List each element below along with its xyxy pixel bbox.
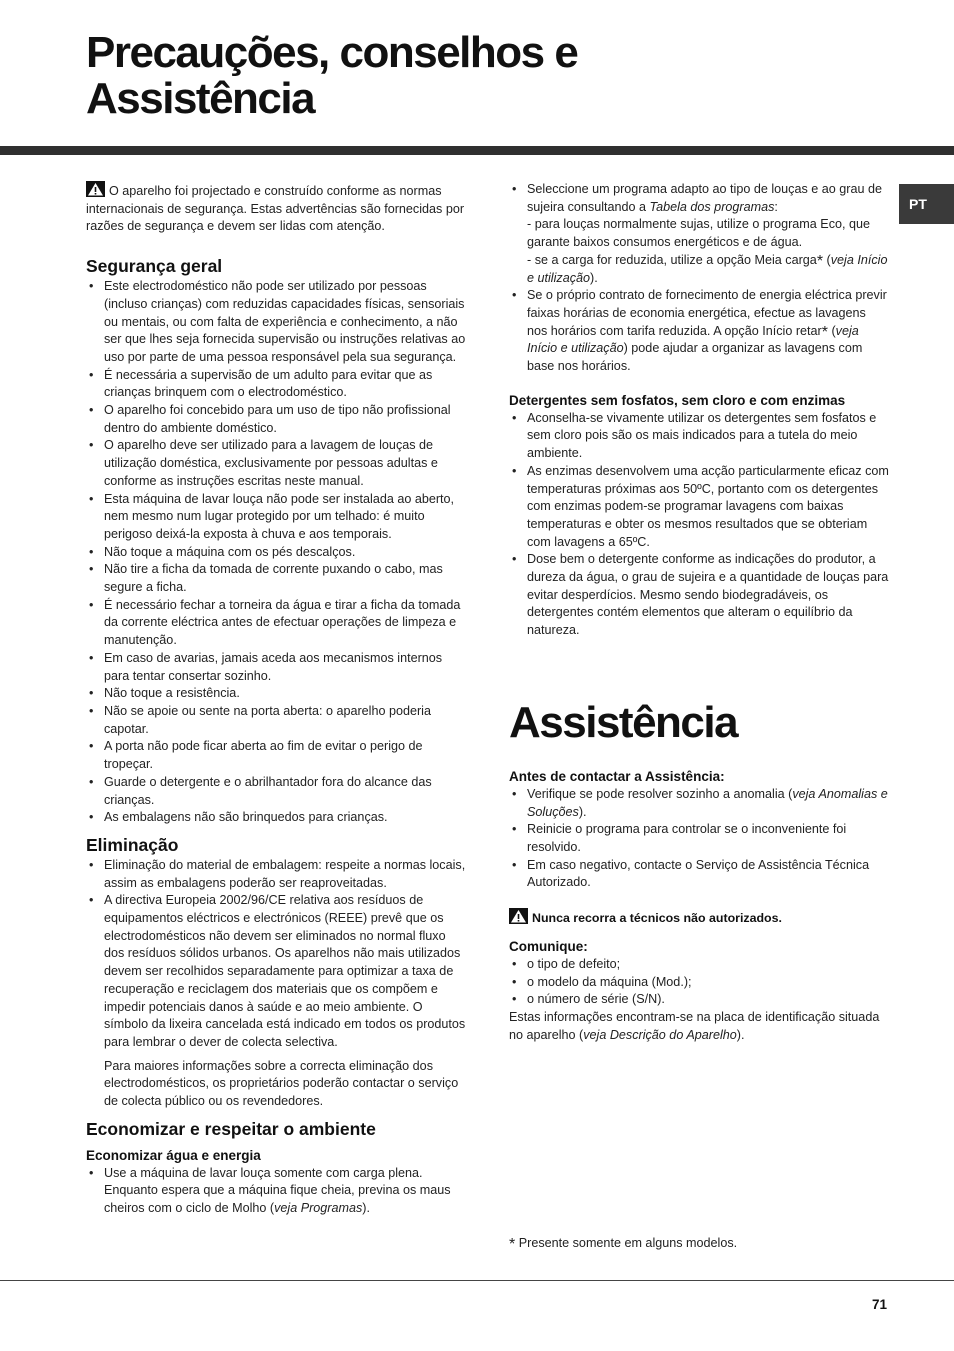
- list-item: • É necessário fechar a torneira da água e tirar a ficha da tomada da corrente eléctrica antes de efectuar operações de limpeza e manutenção.: [86, 597, 466, 650]
- footnote-marker: *: [816, 252, 824, 270]
- item-text: Verifique se pode resolver sozinho a anomalia (: [527, 786, 793, 801]
- item-text: ).: [578, 804, 587, 819]
- list-item: • A directiva Europeia 2002/96/CE relativa aos resíduos de equipamentos eléctricos e electrónicos (REEE) prevê que os electrodomésticos não devem ser eliminados no normal fluxo dos resíduos sólidos urbanos. Os aparelhos não mais utilizados devem ser recolhidos separadamente para optimizar a taxa de recuperação e reciclagem dos materiais que os compõem e impedir potenciais danos à saúde e ao meio ambiente. O símbolo da lixeira cancelada está indicado em todos os produtos para lembrar o dever de colecta selectiva.: [86, 892, 466, 1051]
- item-reference: veja Programas: [274, 1201, 363, 1216]
- item-reference: veja Início e utilização: [527, 323, 859, 356]
- item-text: (: [826, 252, 831, 267]
- list-item: [509, 181, 889, 287]
- seguranca-heading: Segurança geral: [86, 256, 223, 277]
- list-item: • É necessária a supervisão de um adulto para evitar que as crianças brinquem com o electrodoméstico.: [86, 367, 466, 402]
- item-reference: Tabela dos programas: [649, 199, 775, 214]
- page-title-line-2: Assistência: [86, 74, 315, 123]
- footnote-marker: *: [509, 1236, 516, 1253]
- antes-heading: Antes de contactar a Assistência:: [509, 768, 725, 784]
- economizar-heading: Economizar e respeitar o ambiente: [86, 1118, 376, 1139]
- footnote-marker: *: [821, 323, 828, 341]
- intro-text: O aparelho foi projectado e construído conforme as normas internacionais de segurança. Estas advertências são fornecidas por razões de segurança e devem ser lidas com atenção.: [86, 184, 465, 234]
- item-text: :: [774, 199, 778, 214]
- list-item: • o tipo de defeito;: [509, 956, 889, 974]
- list-item: • Não se apoie ou sente na porta aberta: o aparelho poderia capotar.: [86, 703, 466, 738]
- page-number: 71: [872, 1297, 888, 1312]
- list-item: • Em caso de avarias, jamais aceda aos mecanismos internos para tentar consertar sozinho.: [86, 650, 466, 685]
- item-text-end: ).: [362, 1201, 370, 1216]
- language-tab: PT: [899, 184, 954, 224]
- eliminacao-list: [86, 857, 466, 1052]
- left-column: [86, 181, 466, 1218]
- comunique-list: [509, 956, 889, 1009]
- right-column: [509, 181, 889, 1044]
- list-item: • Guarde o detergente e o abrilhantador fora do alcance das crianças.: [86, 774, 466, 809]
- list-item: • Não toque a resistência.: [86, 685, 466, 703]
- item-text: (: [831, 323, 836, 338]
- detergentes-heading: Detergentes sem fosfatos, sem cloro e com enzimas: [509, 392, 846, 408]
- list-item: • Eliminação do material de embalagem: respeite a normas locais, assim as embalagens poderão ser reaproveitadas.: [86, 857, 466, 892]
- list-item: • A porta não pode ficar aberta ao fim de evitar o perigo de tropeçar.: [86, 738, 466, 773]
- list-item: [86, 1165, 466, 1218]
- list-item: [509, 287, 889, 376]
- item-text: Use a máquina de lavar louça somente com carga plena. Enquanto espera que a máquina fique cheia, previna os maus cheiros com o ciclo de Molho (: [104, 1165, 451, 1216]
- item-text: ) pode ajudar a organizar as lavagens com base nos horários.: [527, 341, 863, 374]
- header-rule: [0, 146, 954, 155]
- list-item: • Esta máquina de lavar louça não pode ser instalada ao aberto, nem mesmo num lugar protegido por um telhado: é muito perigoso deixá-la exposta à chuva e aos temporais.: [86, 491, 466, 544]
- intro-paragraph: [86, 181, 466, 236]
- item-text: ).: [590, 270, 598, 285]
- antes-list: [509, 786, 889, 892]
- item-text: Seleccione um programa adapto ao tipo de louças e ao grau de sujeira consultando a: [527, 182, 882, 214]
- warning-text: Nunca recorra a técnicos não autorizados.: [532, 911, 782, 926]
- list-item: • As enzimas desenvolvem uma acção particularmente eficaz com temperaturas próximas aos 50ºC, portanto com os detergentes com enzimas podem-se programar lavagens com baixas temperaturas e obter os mesmos resultados que se obteriam com lavagens a 65ºC.: [509, 463, 889, 552]
- page-title: [86, 30, 577, 122]
- footnote: [509, 1236, 738, 1253]
- economizar-subheading: Economizar água e energia: [86, 1147, 261, 1163]
- item-text: Se o próprio contrato de fornecimento de energia eléctrica previr faixas horárias de economia energética, efectue as lavagens nos horários com tarifa reduzida. A opção Início retar: [527, 288, 887, 338]
- economizar-list-left: [86, 1165, 466, 1218]
- economizar-list-right: [509, 181, 889, 376]
- page-title-line-1: Precauções, conselhos e: [86, 28, 578, 77]
- eliminacao-heading: Eliminação: [86, 834, 179, 855]
- item-reference: veja Início e utilização: [527, 252, 888, 285]
- list-item: • Este electrodoméstico não pode ser utilizado por pessoas (incluso crianças) com reduzidas capacidades físicas, sensoriais ou mentais, ou com falta de experiência e conhecimento, a não ser que lhes seja fornecida supervisão ou instruções relativas ao uso por parte de uma pessoa responsável pela sua segurança.: [86, 278, 466, 367]
- seguranca-list: [86, 278, 466, 827]
- assistencia-heading: Assistência: [509, 697, 738, 747]
- item-text: ).: [736, 1027, 745, 1042]
- list-item: • Dose bem o detergente conforme as indicações do produtor, a dureza da água, o grau de sujeira e a quantidade de louças para evitar desperdícios. Mesmo sendo biodegradáveis, os detergentes contém elementos que alteram o equilíbrio da natureza.: [509, 551, 889, 640]
- list-item: • Em caso negativo, contacte o Serviço de Assistência Técnica Autorizado.: [509, 857, 889, 892]
- item-text: - se a carga for reduzida, utilize a opção Meia carga: [527, 252, 817, 267]
- item-reference: veja Descrição do Aparelho: [583, 1027, 737, 1042]
- item-reference: veja Anomalias e Soluções: [527, 786, 888, 819]
- footnote-text: Presente somente em alguns modelos.: [518, 1236, 738, 1250]
- item-text: - para louças normalmente sujas, utilize o programa Eco, que garante baixos consumos energéticos e de água.: [527, 217, 871, 250]
- list-item: • O aparelho deve ser utilizado para a lavagem de louças de utilização doméstica, exclusivamente por pessoas adultas e conforme as instruções escritas neste manual.: [86, 437, 466, 490]
- list-item: • o modelo da máquina (Mod.);: [509, 974, 889, 992]
- info-paragraph: [509, 1009, 889, 1044]
- warning-line: [509, 908, 889, 928]
- list-item: • o número de série (S/N).: [509, 991, 889, 1009]
- detergentes-list: [509, 410, 889, 640]
- warning-icon: [509, 908, 528, 924]
- list-item: • O aparelho foi concebido para um uso de tipo não profissional dentro do ambiente doméstico.: [86, 402, 466, 437]
- list-item: • Não toque a máquina com os pés descalços.: [86, 544, 466, 562]
- list-item: • Não tire a ficha da tomada de corrente puxando o cabo, mas segure a ficha.: [86, 561, 466, 596]
- comunique-heading: Comunique:: [509, 938, 588, 954]
- footer-rule: [0, 1280, 954, 1281]
- item-text: Estas informações encontram-se na placa de identificação situada no aparelho (: [509, 1009, 880, 1042]
- list-item: • Reinicie o programa para controlar se o inconveniente foi resolvido.: [509, 821, 889, 856]
- eliminacao-extra: Para maiores informações sobre a correcta eliminação dos electrodomésticos, os proprietários poderão contactar o serviço de colecta público ou os revendedores.: [104, 1058, 459, 1109]
- list-item: [509, 786, 889, 821]
- warning-icon: [86, 181, 105, 197]
- list-item: • As embalagens não são brinquedos para crianças.: [86, 809, 466, 827]
- list-item: • Aconselha-se vivamente utilizar os detergentes sem fosfatos e sem cloro pois são os mais indicados para a tutela do meio ambiente.: [509, 410, 889, 463]
